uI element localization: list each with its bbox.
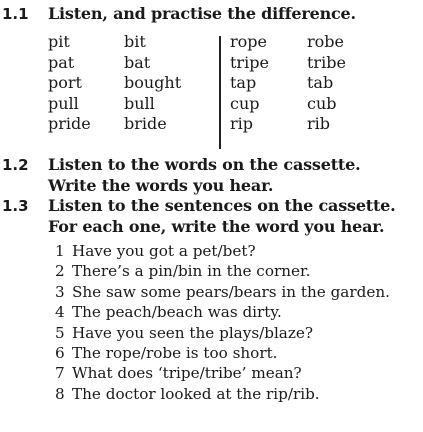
exercise-title-1-1: Listen, and practise the difference. <box>48 4 356 23</box>
sentence-number: 6 <box>55 344 65 363</box>
word: pull <box>48 93 79 113</box>
sentence-number: 5 <box>55 323 65 342</box>
sentence-item <box>55 282 390 302</box>
exercise-title-1-2-line1: Listen to the words on the cassette. <box>48 155 361 174</box>
sentence-text: The rope/robe is too short. <box>72 344 278 363</box>
sentence-text: There’s a pin/bin in the corner. <box>72 262 311 281</box>
sentence-text: The doctor looked at the rip/rib. <box>72 384 320 403</box>
word: robe <box>307 32 344 51</box>
pairs-column-left-p <box>48 32 91 135</box>
exercise-title-1-3-line2: For each one, write the word you hear. <box>48 217 385 236</box>
word: bought <box>124 73 182 92</box>
word: rip <box>230 114 254 133</box>
sentence-number: 4 <box>55 303 65 322</box>
word: bit <box>124 32 146 51</box>
pairs-column-right-b <box>307 32 346 135</box>
sentence-item <box>55 363 390 383</box>
word: tab <box>307 73 334 92</box>
word: tap <box>230 73 257 92</box>
word: pit <box>48 32 70 51</box>
sentence-text: Have you seen the plays/blaze? <box>72 323 313 342</box>
word: pat <box>48 52 75 72</box>
sentence-number: 2 <box>55 262 65 281</box>
sentence-text: She saw some pears/bears in the garden. <box>72 282 390 301</box>
sentence-item <box>55 302 390 322</box>
sentence-number: 1 <box>55 242 65 260</box>
word: bride <box>124 114 167 133</box>
sentence-text: Have you got a pet/bet? <box>72 242 256 260</box>
pairs-column-right-p <box>230 32 269 135</box>
sentence-item <box>55 384 390 404</box>
word: rope <box>230 32 267 51</box>
word: bull <box>124 93 155 113</box>
word: tripe <box>230 52 269 72</box>
word: bat <box>124 52 151 72</box>
sentence-item <box>55 261 390 281</box>
word: port <box>48 73 82 92</box>
sentence-item <box>55 323 390 343</box>
sentence-text: The peach/beach was dirty. <box>72 303 282 322</box>
word: cub <box>307 93 337 113</box>
word: pride <box>48 114 91 133</box>
minimal-pairs-table <box>48 32 398 156</box>
sentence-number: 3 <box>55 282 65 301</box>
word: cup <box>230 93 260 113</box>
sentence-item <box>55 241 390 261</box>
sentence-number: 8 <box>55 384 65 403</box>
sentence-number: 7 <box>55 364 65 383</box>
word: rib <box>307 114 331 133</box>
exercise-number-1-2: 1.2 <box>2 156 29 174</box>
exercise-number-1-3: 1.3 <box>2 197 29 215</box>
word: tribe <box>307 52 346 72</box>
exercise-title-1-2-line2: Write the words you hear. <box>48 176 274 195</box>
column-divider <box>219 36 221 149</box>
exercise-title-1-3-line1: Listen to the sentences on the cassette. <box>48 196 396 215</box>
sentence-text: What does ‘tripe/tribe’ mean? <box>72 364 302 383</box>
pairs-column-left-b <box>124 32 181 135</box>
sentence-item <box>55 343 390 363</box>
exercise-number-1-1: 1.1 <box>2 5 29 23</box>
sentence-list <box>55 241 390 404</box>
